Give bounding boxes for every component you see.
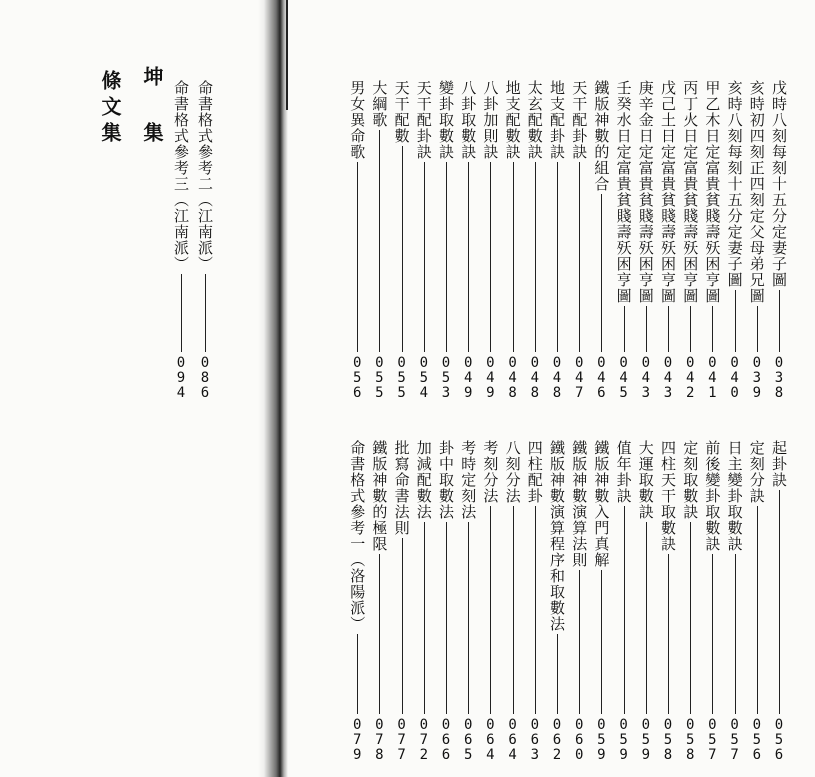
toc-page-number: 0 4 8 — [530, 355, 540, 401]
toc-leader-line — [579, 570, 580, 714]
toc-leader-line — [646, 522, 647, 714]
toc-page-number: 0 4 1 — [708, 355, 717, 401]
toc-page-number: 0 6 2 — [552, 717, 562, 763]
toc-entry-title: 戊己土日定富貴貧賤壽殀困亨圖 — [659, 80, 677, 304]
toc-page-number: 0 5 5 — [397, 355, 406, 401]
toc-leader-line — [757, 506, 758, 714]
toc-leader-line — [513, 506, 514, 714]
toc-page-number: 0 4 8 — [508, 355, 517, 401]
toc-page-number: 0 5 9 — [619, 717, 628, 763]
toc-leader-line — [446, 162, 447, 352]
book-spine-shadow — [258, 0, 288, 777]
toc-leader-line — [735, 554, 736, 714]
toc-leader-line — [779, 490, 780, 714]
toc-leader-line — [424, 162, 425, 352]
toc-leader-line — [357, 634, 358, 714]
toc-entry-title: 起卦訣 — [770, 440, 788, 488]
toc-leader-line — [205, 274, 206, 352]
toc-leader-line — [379, 130, 380, 352]
toc-page-number: 0 4 3 — [663, 355, 673, 401]
toc-leader-line — [735, 290, 736, 352]
toc-leader-line — [402, 146, 403, 352]
toc-entry-title: 批寫命書法則 — [392, 440, 411, 536]
toc-leader-line — [557, 162, 558, 352]
toc-entry-title: 卦中取數法 — [437, 440, 455, 520]
toc-leader-line — [357, 162, 358, 352]
toc-leader-line — [712, 306, 713, 352]
toc-leader-line — [690, 306, 691, 352]
toc-entry-title: 八刻分法 — [503, 440, 522, 504]
toc-page-number: 0 5 8 — [685, 717, 695, 763]
toc-entry-title: 大綱歌 — [370, 80, 389, 128]
toc-page-number: 0 3 9 — [752, 355, 762, 401]
toc-entry-title: 前後變卦取數訣 — [703, 440, 722, 552]
toc-entry-title: 值年卦訣 — [614, 440, 633, 504]
toc-leader-line — [624, 506, 625, 714]
toc-leader-line — [646, 306, 647, 352]
toc-page-number: 0 6 4 — [508, 717, 517, 763]
toc-page-number: 0 5 7 — [730, 717, 739, 763]
toc-page-number: 0 7 8 — [375, 717, 384, 763]
toc-page-number: 0 4 8 — [552, 355, 562, 401]
toc-leader-line — [446, 522, 447, 714]
toc-entry-title: 男女異命歌 — [348, 80, 367, 160]
toc-entry-title: 命書格式參考二（江南派） — [196, 80, 214, 272]
toc-leader-line — [557, 634, 558, 714]
toc-page-number: 0 5 9 — [641, 717, 651, 763]
toc-leader-line — [181, 274, 182, 352]
toc-page-number: 0 6 3 — [530, 717, 540, 763]
toc-leader-line — [402, 538, 403, 714]
toc-page-number: 0 5 3 — [441, 355, 451, 401]
toc-entry-title: 加減配數法 — [414, 440, 433, 520]
toc-page-number: 0 5 4 — [419, 355, 429, 401]
category-heading: 條文集 — [98, 70, 122, 148]
toc-leader-line — [490, 506, 491, 714]
toc-page-number: 0 5 9 — [597, 717, 606, 763]
toc-leader-line — [490, 162, 491, 352]
toc-entry-title: 壬癸水日定富貴貧賤壽殀困亨圖 — [614, 80, 633, 304]
toc-entry-title: 八卦加則訣 — [481, 80, 500, 160]
toc-page-number: 0 8 6 — [200, 355, 210, 401]
toc-page-number: 0 5 8 — [663, 717, 673, 763]
toc-entry-title: 地支配數訣 — [503, 80, 522, 160]
toc-entry-title: 甲乙木日定富貴貧賤壽殀困亨圖 — [703, 80, 722, 304]
toc-page-number: 0 4 3 — [641, 355, 651, 401]
toc-page-number: 0 4 0 — [730, 355, 739, 401]
toc-page-number: 0 7 9 — [352, 717, 362, 763]
toc-entry-title: 鐵版神數入門真解 — [592, 440, 611, 568]
toc-page-number: 0 4 9 — [463, 355, 473, 401]
toc-leader-line — [579, 162, 580, 352]
toc-page-number: 0 4 5 — [619, 355, 628, 401]
toc-page-number: 0 5 5 — [375, 355, 384, 401]
page-fold-line — [286, 0, 288, 110]
toc-page-number: 0 4 2 — [685, 355, 695, 401]
toc-entry-title: 考刻分法 — [481, 440, 500, 504]
toc-entry-title: 變卦取數訣 — [437, 80, 455, 160]
toc-entry-title: 天干配數 — [392, 80, 411, 144]
toc-entry-title: 地支配卦訣 — [548, 80, 566, 160]
toc-entry-title: 命書格式參考三（江南派） — [172, 80, 190, 272]
toc-leader-line — [668, 554, 669, 714]
toc-page-number: 0 5 6 — [352, 355, 362, 401]
toc-page-number: 0 6 0 — [574, 717, 584, 763]
toc-page-number: 0 9 4 — [176, 355, 186, 401]
toc-leader-line — [513, 162, 514, 352]
toc-page-number: 0 3 8 — [774, 355, 784, 401]
toc-entry-title: 天干配卦訣 — [414, 80, 433, 160]
toc-leader-line — [601, 570, 602, 714]
toc-page-number: 0 6 5 — [463, 717, 473, 763]
toc-entry-title: 定刻分訣 — [747, 440, 766, 504]
toc-leader-line — [690, 522, 691, 714]
toc-entry-title: 鐵版神數演算程序和取數法 — [548, 440, 566, 632]
toc-entry-title: 鐵版神數演算法則 — [570, 440, 589, 568]
toc-page-number: 0 5 6 — [752, 717, 762, 763]
toc-leader-line — [535, 506, 536, 714]
toc-leader-line — [668, 306, 669, 352]
toc-leader-line — [468, 162, 469, 352]
toc-entry-title: 天干配卦訣 — [570, 80, 589, 160]
toc-leader-line — [535, 162, 536, 352]
toc-entry-title: 大運取數訣 — [636, 440, 655, 520]
category-heading: 坤 集 — [140, 66, 164, 148]
toc-entry-title: 太玄配數訣 — [525, 80, 544, 160]
toc-entry-title: 丙丁火日定富貴貧賤壽殀困亨圖 — [681, 80, 700, 304]
toc-page-number: 0 5 6 — [774, 717, 784, 763]
toc-leader-line — [601, 194, 602, 352]
toc-entry-title: 亥時八刻每刻十五分定妻子圖 — [725, 80, 744, 288]
toc-entry-title: 鐵版神數的極限 — [370, 440, 389, 552]
toc-page-number: 0 4 9 — [486, 355, 495, 401]
toc-entry-title: 鐵版神數的組合 — [592, 80, 611, 192]
toc-leader-line — [424, 522, 425, 714]
toc-page-number: 0 6 6 — [441, 717, 451, 763]
toc-page-number: 0 5 7 — [708, 717, 717, 763]
toc-page-number: 0 4 6 — [597, 355, 606, 401]
toc-entry-title: 四柱配卦 — [525, 440, 544, 504]
toc-page-number: 0 7 2 — [419, 717, 429, 763]
toc-page-number: 0 7 7 — [397, 717, 406, 763]
toc-entry-title: 考時定刻法 — [459, 440, 478, 520]
toc-entry-title: 戊時八刻每刻十五分定妻子圖 — [770, 80, 788, 288]
toc-page-number: 0 4 7 — [574, 355, 584, 401]
toc-leader-line — [779, 290, 780, 352]
toc-entry-title: 八卦取數訣 — [459, 80, 478, 160]
toc-entry-title: 亥時初四刻正四刻定父母弟兄圖 — [747, 80, 766, 304]
toc-entry-title: 日主變卦取數訣 — [725, 440, 744, 552]
toc-leader-line — [624, 306, 625, 352]
toc-leader-line — [379, 554, 380, 714]
toc-page-number: 0 6 4 — [486, 717, 495, 763]
toc-leader-line — [757, 306, 758, 352]
toc-entry-title: 四柱天干取數訣 — [659, 440, 677, 552]
toc-leader-line — [712, 554, 713, 714]
toc-entry-title: 命書格式參考一（洛陽派） — [348, 440, 367, 632]
toc-entry-title: 定刻取數訣 — [681, 440, 700, 520]
toc-leader-line — [468, 522, 469, 714]
toc-entry-title: 庚辛金日定富貴貧賤壽殀困亨圖 — [636, 80, 655, 304]
